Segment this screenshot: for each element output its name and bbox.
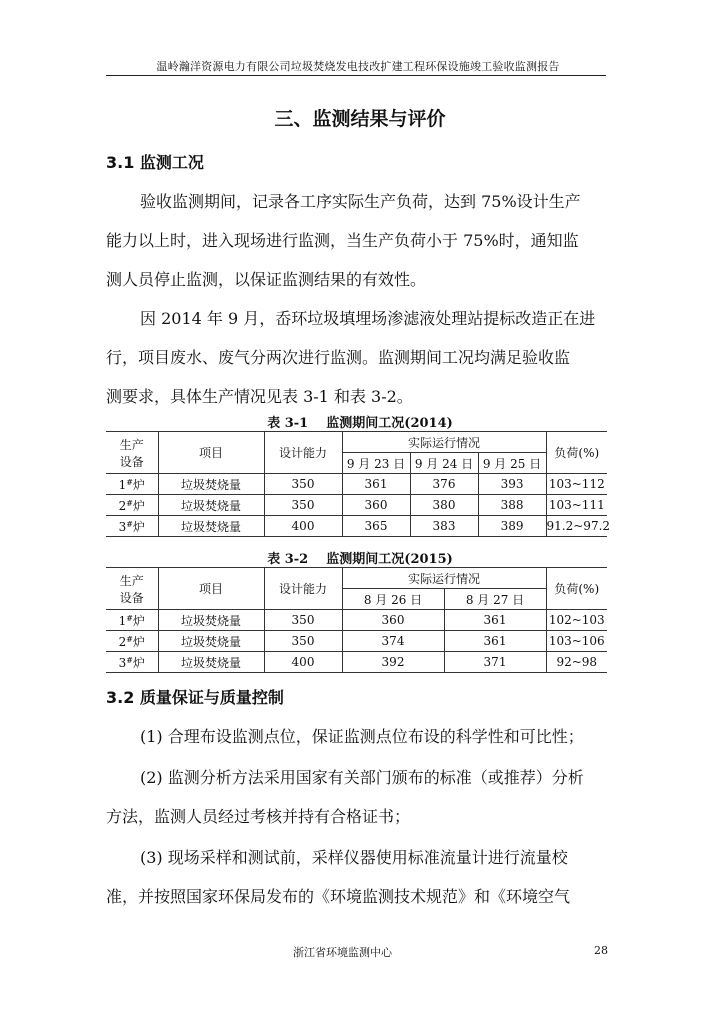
cell-value: 371 <box>444 652 546 673</box>
device-suffix: 炉 <box>132 477 145 492</box>
device-sup: # <box>126 477 133 487</box>
text-line: (2) 监测分析方法采用国家有关部门颁布的标准（或推荐）分析 <box>140 768 584 787</box>
table-row <box>106 652 607 673</box>
header-item: 项目 <box>158 568 264 610</box>
device-suffix: 炉 <box>132 655 145 670</box>
device-number: 2 <box>118 498 127 513</box>
cell-load: 92~98 <box>546 652 607 673</box>
cell-item: 垃圾焚烧量 <box>158 652 264 673</box>
text-line: 验收监测期间，记录各工序实际生产负荷，达到 75%设计生产 <box>140 192 581 211</box>
header-actual: 实际运行情况 <box>342 432 546 453</box>
cell-item: 垃圾焚烧量 <box>158 610 264 631</box>
paragraph-monitoring-note <box>106 299 606 416</box>
text-line: 能力以上时，进入现场进行监测，当生产负荷小于 75%时，通知监 <box>106 231 579 250</box>
cell-capacity: 400 <box>264 652 342 673</box>
qa-item-3 <box>106 838 606 916</box>
header-device <box>106 568 158 610</box>
page-number: 28 <box>594 944 608 957</box>
cell-device <box>106 474 158 495</box>
device-suffix: 炉 <box>132 498 145 513</box>
cell-value: 365 <box>342 516 410 537</box>
header-device-bottom: 设备 <box>119 454 144 469</box>
cell-value: 361 <box>444 610 546 631</box>
text-line: 测人员停止监测，以保证监测结果的有效性。 <box>106 270 427 289</box>
device-number: 2 <box>118 634 127 649</box>
device-number: 1 <box>118 477 127 492</box>
cell-load: 102~103 <box>546 610 607 631</box>
text-line: 测要求，具体生产情况见表 3-1 和表 3-2。 <box>106 387 413 406</box>
header-load: 负荷(%) <box>546 568 607 610</box>
header-device-bottom: 设备 <box>119 590 144 605</box>
header-item: 项目 <box>158 432 264 474</box>
cell-value: 393 <box>478 474 546 495</box>
qa-item-2 <box>106 758 606 836</box>
header-date: 9 月 23 日 <box>342 453 410 474</box>
cell-load: 103~111 <box>546 495 607 516</box>
footer-organization: 浙江省环境监测中心 <box>293 946 392 959</box>
cell-load: 91.2~97.2 <box>546 516 607 537</box>
table-3-1 <box>106 431 611 537</box>
cell-value: 361 <box>342 474 410 495</box>
table-3-1-caption: 表 3-1 监测期间工况(2014) <box>267 416 453 431</box>
cell-device <box>106 652 158 673</box>
cell-value: 383 <box>410 516 478 537</box>
device-sup: # <box>126 613 133 623</box>
device-suffix: 炉 <box>132 519 145 534</box>
header-actual: 实际运行情况 <box>342 568 546 589</box>
cell-capacity: 400 <box>264 516 342 537</box>
device-sup: # <box>126 498 133 508</box>
header-device <box>106 432 158 474</box>
qa-item-1 <box>106 717 606 756</box>
cell-load: 103~106 <box>546 631 607 652</box>
cell-value: 360 <box>342 495 410 516</box>
header-load: 负荷(%) <box>546 432 607 474</box>
cell-value: 392 <box>342 652 444 673</box>
cell-device <box>106 610 158 631</box>
section-3-1-title: 3.1 监测工况 <box>106 153 204 172</box>
device-sup: # <box>126 634 133 644</box>
cell-value: 361 <box>444 631 546 652</box>
header-rule <box>106 75 606 76</box>
header-date: 9 月 24 日 <box>410 453 478 474</box>
header-capacity: 设计能力 <box>264 432 342 474</box>
device-suffix: 炉 <box>132 613 145 628</box>
device-sup: # <box>126 655 133 665</box>
table-row <box>106 495 607 516</box>
text-line: 行，项目废水、废气分两次进行监测。监测期间工况均满足验收监 <box>106 348 571 367</box>
device-sup: # <box>126 519 133 529</box>
table-row <box>106 610 607 631</box>
table-row <box>106 474 607 495</box>
table-row <box>106 631 607 652</box>
cell-capacity: 350 <box>264 495 342 516</box>
cell-device <box>106 631 158 652</box>
cell-value: 388 <box>478 495 546 516</box>
chapter-title: 三、监测结果与评价 <box>274 108 446 130</box>
cell-value: 374 <box>342 631 444 652</box>
cell-value: 389 <box>478 516 546 537</box>
table-row <box>106 516 607 537</box>
cell-device <box>106 516 158 537</box>
table-3-2 <box>106 567 607 673</box>
header-device-top: 生产 <box>119 437 144 452</box>
running-header: 温岭瀚洋资源电力有限公司垃圾焚烧发电技改扩建工程环保设施竣工验收监测报告 <box>156 60 560 73</box>
paragraph-load-conditions <box>106 182 606 299</box>
cell-value: 380 <box>410 495 478 516</box>
cell-device <box>106 495 158 516</box>
text-line: 因 2014 年 9 月，岙环垃圾填埋场渗滤液处理站提标改造正在进 <box>140 309 596 328</box>
text-line: 方法，监测人员经过考核并持有合格证书； <box>106 807 411 826</box>
cell-item: 垃圾焚烧量 <box>158 631 264 652</box>
cell-item: 垃圾焚烧量 <box>158 495 264 516</box>
cell-value: 376 <box>410 474 478 495</box>
cell-item: 垃圾焚烧量 <box>158 474 264 495</box>
header-capacity: 设计能力 <box>264 568 342 610</box>
cell-load: 103~112 <box>546 474 607 495</box>
cell-capacity: 350 <box>264 631 342 652</box>
header-date: 9 月 25 日 <box>478 453 546 474</box>
cell-capacity: 350 <box>264 610 342 631</box>
device-suffix: 炉 <box>132 634 145 649</box>
cell-item: 垃圾焚烧量 <box>158 516 264 537</box>
header-date: 8 月 27 日 <box>444 589 546 610</box>
cell-capacity: 350 <box>264 474 342 495</box>
text-line: (3) 现场采样和测试前，采样仪器使用标准流量计进行流量校 <box>140 848 568 867</box>
header-device-top: 生产 <box>119 573 144 588</box>
header-date: 8 月 26 日 <box>342 589 444 610</box>
device-number: 3 <box>118 655 127 670</box>
device-number: 1 <box>118 613 127 628</box>
table-3-2-caption: 表 3-2 监测期间工况(2015) <box>267 552 453 567</box>
text-line: (1) 合理布设监测点位，保证监测点位布设的科学性和可比性； <box>140 727 584 746</box>
text-line: 准，并按照国家环保局发布的《环境监测技术规范》和《环境空气 <box>106 887 571 906</box>
cell-value: 360 <box>342 610 444 631</box>
device-number: 3 <box>118 519 127 534</box>
section-3-2-title: 3.2 质量保证与质量控制 <box>106 688 284 707</box>
